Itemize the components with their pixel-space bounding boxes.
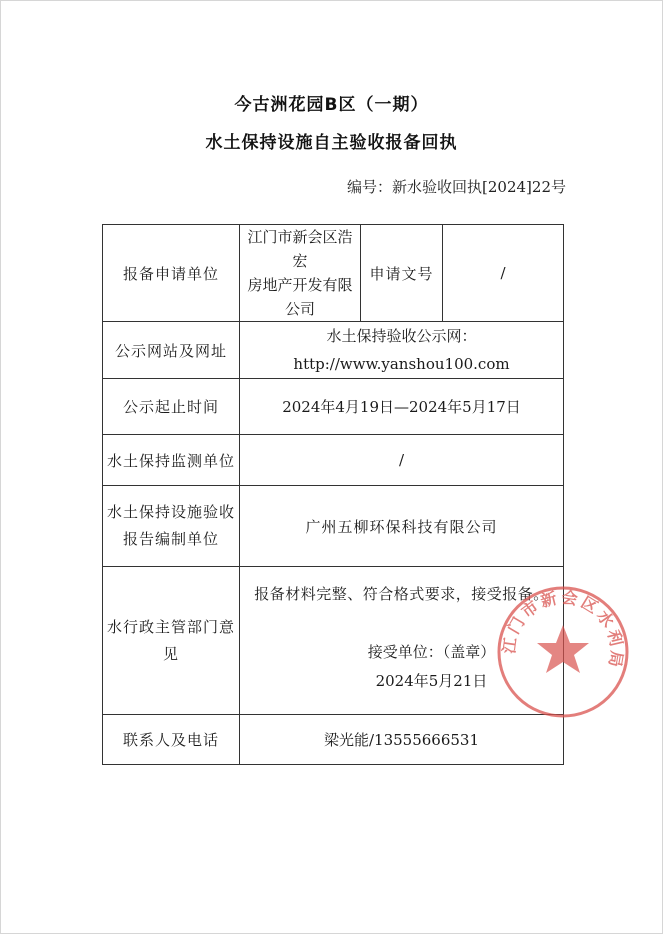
table-row bbox=[103, 379, 564, 435]
applicant-label: 报备申请单位 bbox=[103, 225, 240, 322]
authority-opinion-value bbox=[240, 567, 627, 715]
table-row bbox=[103, 486, 564, 567]
applicant-line-1: 江门市新会区浩宏 bbox=[247, 228, 353, 270]
receiver-stamp-line: 接受单位：（盖章） bbox=[367, 643, 496, 661]
application-doc-label: 申请文号 bbox=[361, 225, 443, 322]
document-title: 今古洲花园B区（一期） bbox=[234, 95, 429, 115]
report-unit-value: 广州五柳环保科技有限公司 bbox=[240, 486, 564, 567]
document-number: 编号：新水验收回执[2024]22号 bbox=[347, 178, 566, 196]
contact-value: 梁光能/13555666531 bbox=[240, 715, 564, 765]
report-unit-label-line-1: 水土保持设施验收 bbox=[107, 503, 236, 521]
table-row bbox=[103, 715, 564, 765]
website-value bbox=[240, 322, 564, 379]
filing-receipt-table bbox=[102, 224, 627, 765]
period-value: 2024年4月19日—2024年5月17日 bbox=[240, 379, 564, 435]
document-subtitle: 水土保持设施自主验收报备回执 bbox=[205, 133, 458, 153]
period-label: 公示起止时间 bbox=[103, 379, 240, 435]
table-row bbox=[103, 225, 564, 322]
website-name: 水土保持验收公示网： bbox=[326, 327, 477, 345]
website-label: 公示网站及网址 bbox=[103, 322, 240, 379]
table-row bbox=[103, 435, 564, 486]
monitor-unit-value: / bbox=[240, 435, 564, 486]
report-unit-label bbox=[103, 486, 240, 567]
website-url: http://www.yanshou100.com bbox=[293, 355, 510, 373]
table-row bbox=[103, 322, 564, 379]
contact-label: 联系人及电话 bbox=[103, 715, 240, 765]
application-doc-value: / bbox=[443, 225, 564, 322]
report-unit-label-line-2: 报告编制单位 bbox=[122, 530, 219, 548]
table-row bbox=[103, 567, 564, 715]
opinion-text: 报备材料完整、符合格式要求，接受报备。 bbox=[254, 585, 549, 603]
applicant-line-2: 房地产开发有限公司 bbox=[247, 276, 353, 318]
opinion-date: 2024年5月21日 bbox=[375, 672, 488, 690]
authority-opinion-label-line-2: 见 bbox=[162, 644, 179, 663]
authority-opinion-label-line-1: 水行政主管部门意 bbox=[107, 617, 236, 636]
applicant-value bbox=[240, 225, 361, 322]
svg-text:江门市新会区水利局: 江门市新会区水利局 bbox=[499, 587, 627, 672]
monitor-unit-label: 水土保持监测单位 bbox=[103, 435, 240, 486]
authority-opinion-label bbox=[103, 567, 240, 715]
